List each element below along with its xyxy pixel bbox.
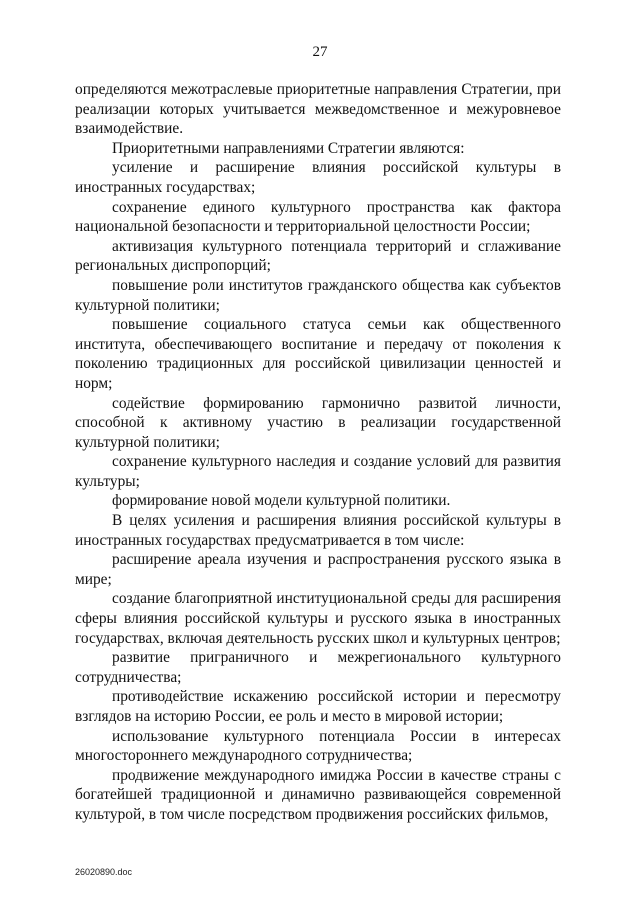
list-item: использование культурного потенциала России в интересах многостороннего международного сотрудничества; <box>75 727 561 765</box>
list-item: усиление и расширение влияния российской культуры в иностранных государствах; <box>75 159 561 196</box>
paragraph-priorities-intro: Приоритетными направлениями Стратегии являются: <box>112 139 465 157</box>
list-item: продвижение международного имиджа России в качестве страны с богатейшей традиционной и динамично развивающейся современной культурой, в том числе посредством продвижения российских фильмов, <box>75 766 561 823</box>
paragraph-continuation: определяются межотраслевые приоритетные направления Стратегии, при реализации которых учитывается межведомственное и межуровневое взаимодействие. <box>75 81 561 138</box>
list-item: активизация культурного потенциала территорий и сглаживание региональных диспропорций; <box>75 237 561 275</box>
list-item: повышение социального статуса семьи как общественного института, обеспечивающего воспитание и передачу от поколения к поколению традиционных для российской цивилизации ценностей и норм; <box>75 316 561 392</box>
list-item: расширение ареала изучения и распространения русского языка в мире; <box>75 551 561 588</box>
paragraph-influence-intro: В целях усиления и расширения влияния российской культуры в иностранных государствах предусматривается в том числе: <box>75 512 561 549</box>
list-item: содействие формированию гармонично развитой личности, способной к активному участию в реализации государственной культурной политики; <box>75 394 561 451</box>
list-item: создание благоприятной институциональной среды для расширения сферы влияния российской культуры и русского языка в иностранных государствах, включая деятельность русских школ и культурных центров; <box>75 590 561 647</box>
list-item: формирование новой модели культурной политики. <box>112 492 451 510</box>
document-body <box>75 80 561 825</box>
page-number: 27 <box>312 44 328 60</box>
document-filename: 26020890.doc <box>75 867 133 877</box>
list-item: сохранение культурного наследия и создание условий для развития культуры; <box>75 453 561 490</box>
list-item: повышение роли институтов гражданского общества как субъектов культурной политики; <box>75 276 561 314</box>
list-item: развитие приграничного и межрегионального культурного сотрудничества; <box>75 649 561 686</box>
list-item: противодействие искажению российской истории и пересмотру взглядов на историю России, ее роль и место в мировой истории; <box>75 688 561 725</box>
list-item: сохранение единого культурного пространства как фактора национальной безопасности и территориальной целостности России; <box>75 198 561 236</box>
